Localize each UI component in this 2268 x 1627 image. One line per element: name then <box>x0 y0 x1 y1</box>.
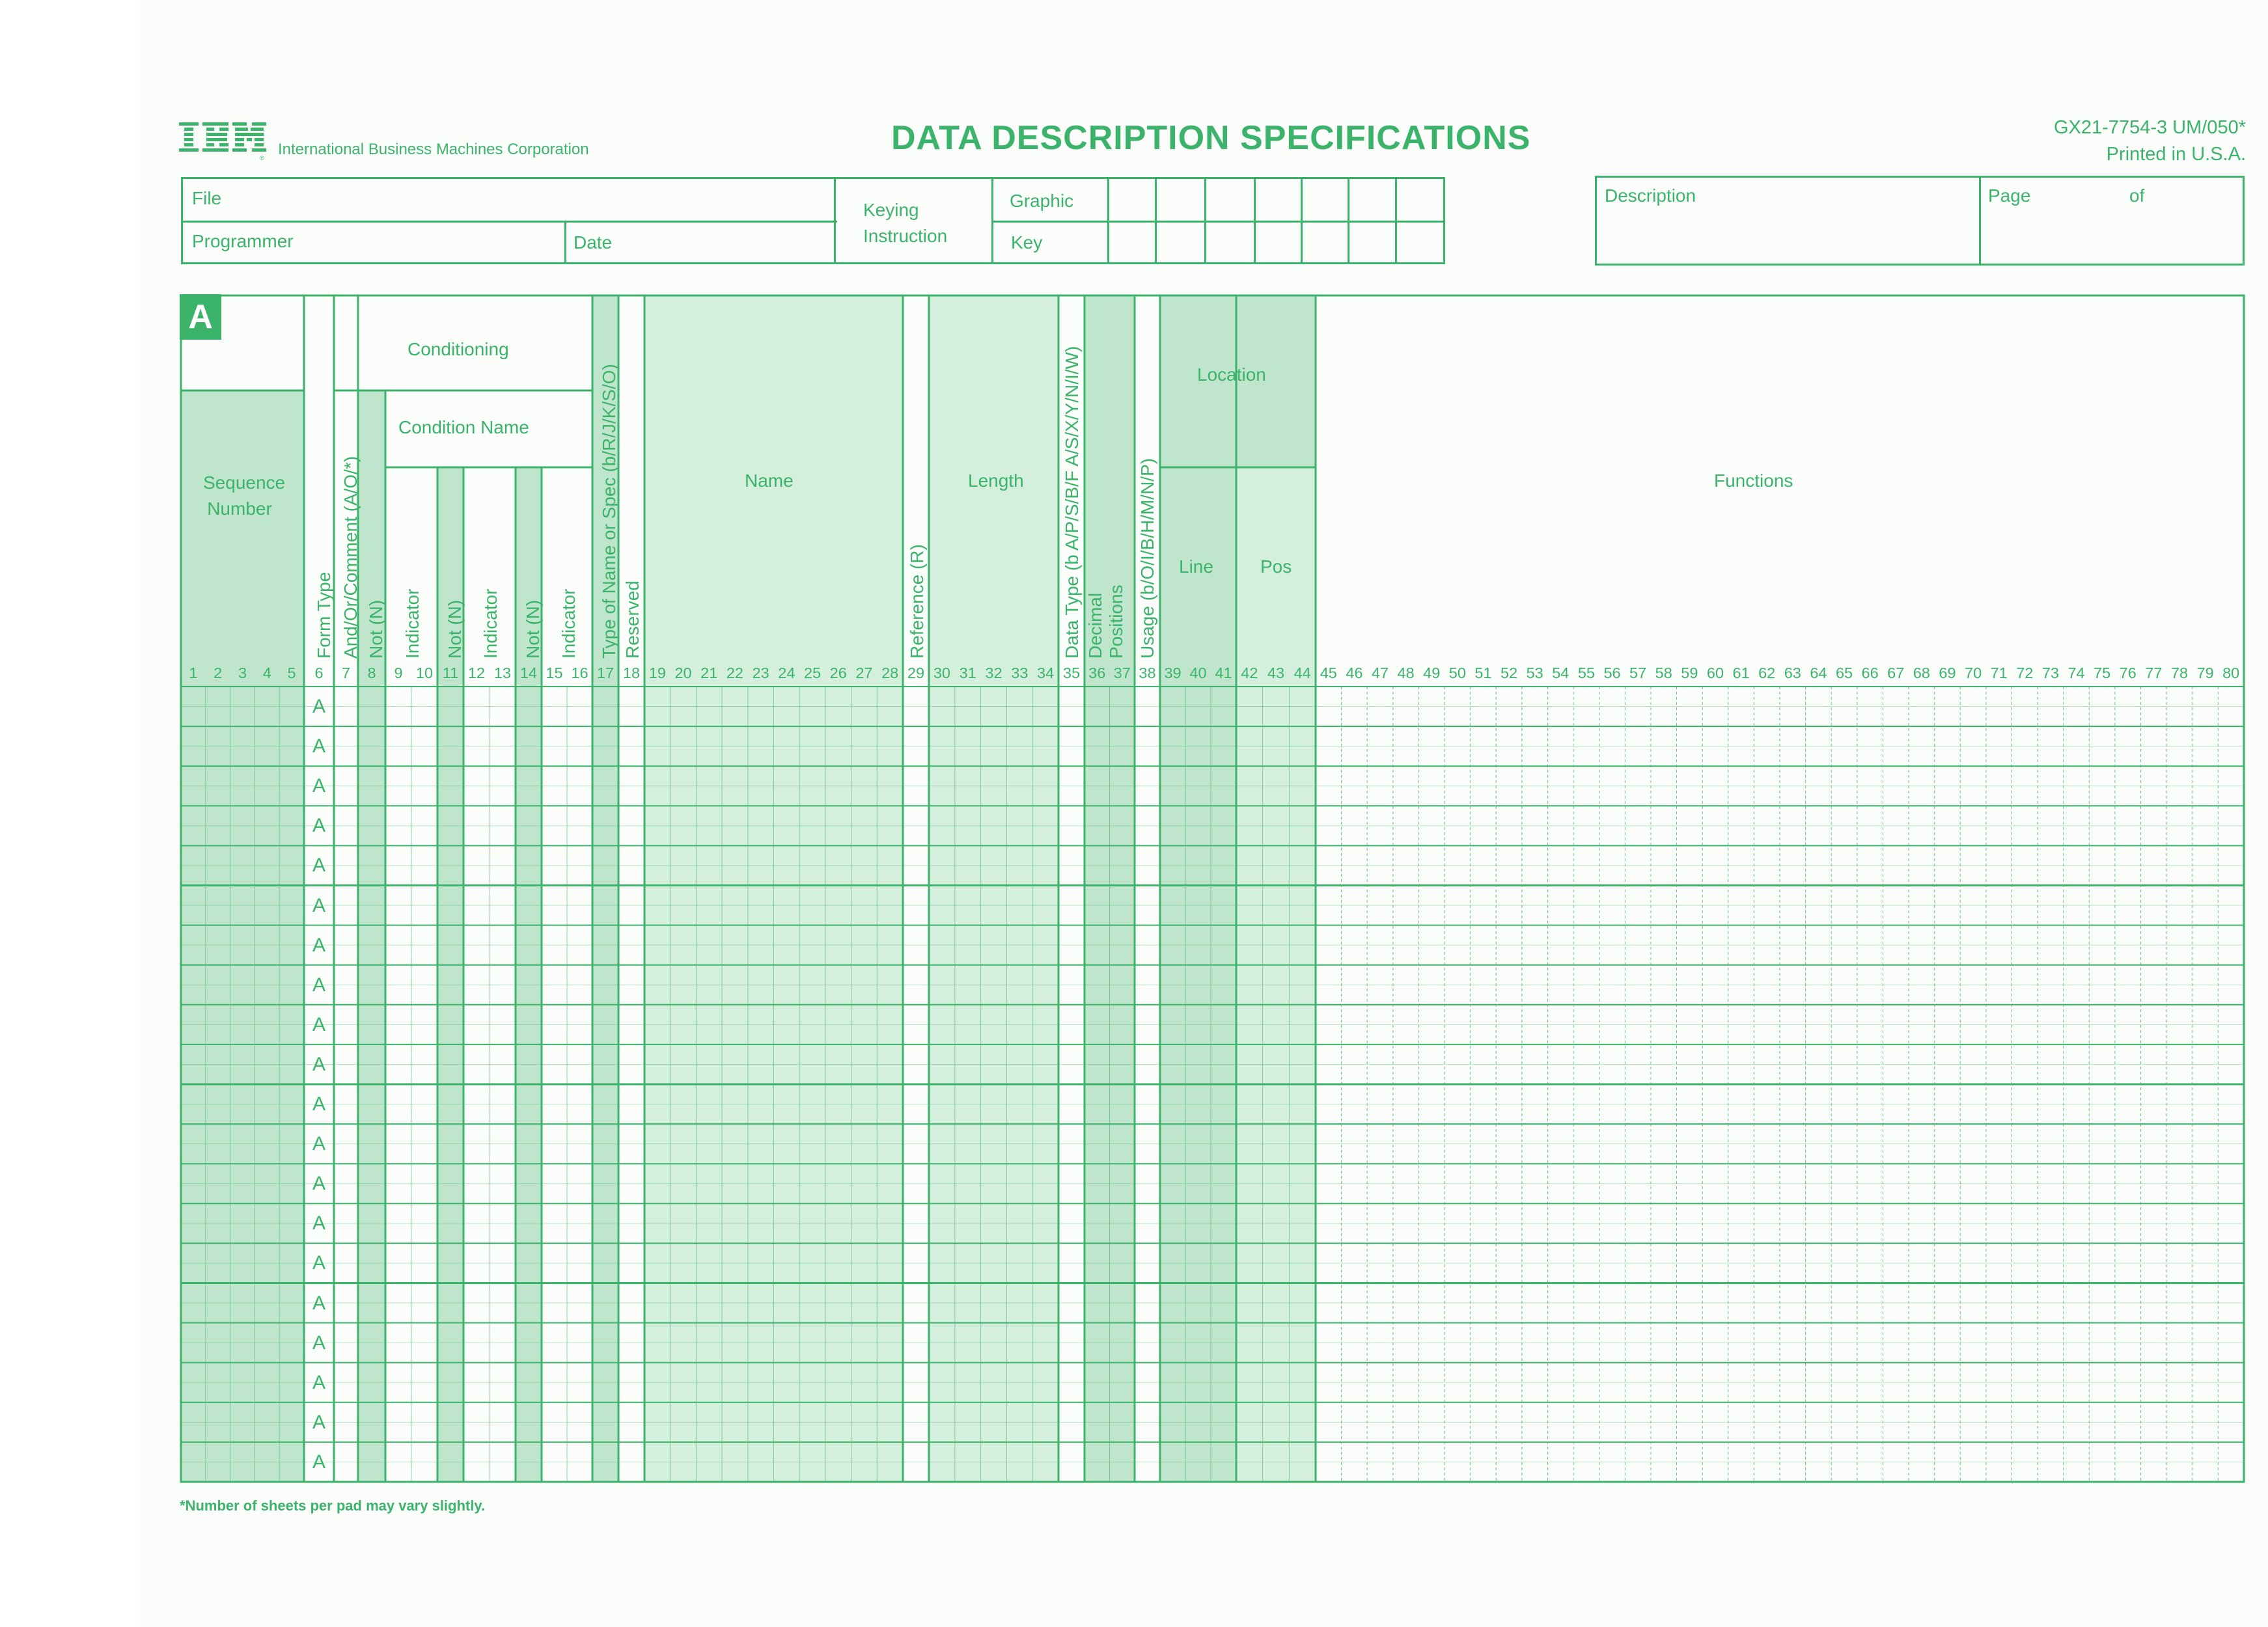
form-type-value: A <box>312 1013 325 1035</box>
graphic-label: Graphic <box>1010 191 1074 211</box>
column-number: 59 <box>1681 664 1698 681</box>
table-row[interactable] <box>181 806 2244 845</box>
indicator-label-2: Indicator <box>480 588 501 659</box>
table-row[interactable] <box>181 1084 2244 1124</box>
data-type-label: Data Type (b A/P/S/B/F A/S/X/Y/N/I/W) <box>1062 346 1082 659</box>
column-number: 28 <box>881 664 899 681</box>
column-number: 23 <box>752 664 769 681</box>
table-row[interactable] <box>181 1363 2244 1402</box>
column-number: 57 <box>1629 664 1647 681</box>
column-number: 54 <box>1552 664 1570 681</box>
column-number: 75 <box>2094 664 2111 681</box>
column-number: 46 <box>1346 664 1363 681</box>
form-type-value: A <box>312 855 325 877</box>
column-number: 63 <box>1784 664 1801 681</box>
column-number: 21 <box>700 664 718 681</box>
table-row[interactable] <box>181 1402 2244 1442</box>
column-number: 15 <box>546 664 563 681</box>
column-number: 24 <box>778 664 795 681</box>
key-label: Key <box>1011 232 1043 253</box>
conditioning-label: Conditioning <box>408 339 509 359</box>
and-or-comment-label: And/Or/Comment (A/O/*) <box>340 456 361 659</box>
column-number: 22 <box>726 664 743 681</box>
column-number: 60 <box>1706 664 1724 681</box>
column-number: 58 <box>1655 664 1672 681</box>
column-number: 3 <box>238 664 247 681</box>
description-label: Description <box>1605 185 1696 206</box>
column-number: 68 <box>1913 664 1930 681</box>
column-number: 56 <box>1603 664 1621 681</box>
reserved-label: Reserved <box>622 581 643 659</box>
column-number: 77 <box>2145 664 2163 681</box>
form-type-value: A <box>312 1212 325 1235</box>
table-row[interactable] <box>181 766 2244 806</box>
column-number: 61 <box>1732 664 1750 681</box>
column-number: 33 <box>1011 664 1029 681</box>
form-title: DATA DESCRIPTION SPECIFICATIONS <box>891 119 1531 157</box>
line-label: Line <box>1179 556 1213 577</box>
form-type-value: A <box>312 815 325 837</box>
column-number: 38 <box>1139 664 1156 681</box>
name-label: Name <box>745 471 794 491</box>
form-type-value: A <box>312 1371 325 1393</box>
column-number: 31 <box>959 664 976 681</box>
column-number: 44 <box>1293 664 1311 681</box>
column-number: 37 <box>1113 664 1131 681</box>
table-row[interactable] <box>181 925 2244 965</box>
length-label: Length <box>968 471 1024 491</box>
company-name: International Business Machines Corporation <box>278 141 589 158</box>
column-number: 12 <box>467 664 486 681</box>
column-number: 16 <box>571 664 588 681</box>
form-type-value: A <box>312 735 325 758</box>
column-number: 78 <box>2170 664 2189 681</box>
table-row[interactable] <box>181 1164 2244 1203</box>
form-type-value: A <box>312 1053 325 1075</box>
column-number: 51 <box>1474 664 1492 681</box>
column-number: 6 <box>314 664 324 681</box>
column-number: 74 <box>2067 664 2085 681</box>
location-label: Location <box>1197 364 1266 385</box>
condition-name-label: Condition Name <box>398 417 529 437</box>
column-number: 65 <box>1835 664 1853 681</box>
form-number: GX21-7754-3 UM/050* <box>2054 117 2246 138</box>
indicator-label-1: Indicator <box>402 588 422 659</box>
table-row[interactable] <box>181 1323 2244 1363</box>
column-number: 73 <box>2041 664 2059 681</box>
table-row[interactable] <box>181 1005 2244 1045</box>
page-label: Page <box>1988 185 2031 206</box>
footnote: *Number of sheets per pad may vary slightly. <box>180 1497 486 1514</box>
column-number: 55 <box>1577 664 1595 681</box>
section-marker: A <box>180 294 221 340</box>
svg-text:®: ® <box>260 155 264 161</box>
column-number: 9 <box>394 664 403 681</box>
of-label: of <box>2129 185 2145 206</box>
column-number: 25 <box>803 664 822 681</box>
form-type-label: Form Type <box>314 571 334 659</box>
form-type-value: A <box>312 934 325 956</box>
column-number: 50 <box>1448 664 1466 681</box>
column-number: 66 <box>1861 664 1879 681</box>
functions-label: Functions <box>1714 471 1793 491</box>
form-type-value: A <box>312 1332 325 1354</box>
table-row[interactable] <box>181 1442 2244 1482</box>
table-row[interactable] <box>181 687 2244 726</box>
column-number: 72 <box>2016 664 2034 681</box>
file-label: File <box>192 188 222 208</box>
column-number: 52 <box>1500 664 1518 681</box>
column-number: 47 <box>1371 664 1389 681</box>
column-number: 8 <box>367 664 376 681</box>
column-number: 80 <box>2222 664 2240 681</box>
table-row[interactable] <box>181 726 2244 766</box>
column-number: 41 <box>1215 664 1232 681</box>
table-row[interactable] <box>181 1283 2244 1323</box>
column-number: 5 <box>287 664 296 681</box>
not-label-11: Not (N) <box>445 599 465 659</box>
form-type-value: A <box>312 1173 325 1195</box>
usage-label: Usage (b/O/I/B/H/M/N/P) <box>1137 458 1157 659</box>
column-number: 29 <box>907 664 925 681</box>
column-number: 70 <box>1965 664 1982 681</box>
column-number: 20 <box>674 664 692 681</box>
decimal-positions-label: Decimal Positions <box>1085 584 1126 659</box>
column-number: 40 <box>1189 664 1207 681</box>
table-row[interactable] <box>181 845 2244 885</box>
column-number: 27 <box>855 664 873 681</box>
column-number: 1 <box>189 664 198 681</box>
not-label-14: Not (N) <box>523 599 543 659</box>
type-of-name-label: Type of Name or Spec (b/R/J/K/S/O) <box>599 364 619 659</box>
indicator-label-3: Indicator <box>559 588 579 659</box>
date-label: Date <box>574 232 613 253</box>
form-type-value: A <box>312 775 325 797</box>
column-number: 36 <box>1088 664 1106 681</box>
table-row[interactable] <box>181 1045 2244 1084</box>
column-number: 53 <box>1526 664 1543 681</box>
column-number: 4 <box>262 664 271 681</box>
form-type-value: A <box>312 1093 325 1115</box>
column-number: 76 <box>2119 664 2137 681</box>
form-type-value: A <box>312 1252 325 1274</box>
form-type-value: A <box>312 1411 325 1433</box>
table-row[interactable] <box>181 1203 2244 1243</box>
table-row[interactable] <box>181 1124 2244 1164</box>
column-number: 18 <box>622 664 641 681</box>
table-row[interactable] <box>181 886 2244 925</box>
form-type-value: A <box>312 894 325 916</box>
column-number: 19 <box>648 664 666 681</box>
column-number: 26 <box>829 664 847 681</box>
column-number: 34 <box>1037 664 1055 681</box>
column-number: 30 <box>933 664 950 681</box>
keying-instruction-label: Keying Instruction <box>863 200 948 246</box>
form-type-value: A <box>312 974 325 996</box>
table-row[interactable] <box>181 1243 2244 1283</box>
column-number: 35 <box>1062 664 1081 681</box>
column-number: 49 <box>1423 664 1441 681</box>
form-type-value: A <box>312 1451 325 1473</box>
column-number: 2 <box>214 664 223 681</box>
column-number: 14 <box>519 664 538 681</box>
column-number: 11 <box>442 664 459 681</box>
column-number: 7 <box>341 664 351 681</box>
column-number: 10 <box>415 664 434 681</box>
column-number: 13 <box>493 664 512 681</box>
printed-in: Printed in U.S.A. <box>2106 144 2246 165</box>
column-number: 71 <box>1990 664 2008 681</box>
column-number: 79 <box>2196 664 2214 681</box>
column-number: 43 <box>1267 664 1285 681</box>
form-type-value: A <box>312 1292 325 1314</box>
column-number: 45 <box>1320 664 1337 681</box>
sequence-number-label: Sequence Number <box>203 472 286 519</box>
pos-label: Pos <box>1260 556 1292 577</box>
column-number: 48 <box>1397 664 1415 681</box>
column-number: 17 <box>596 664 615 681</box>
table-row[interactable] <box>181 965 2244 1005</box>
column-number: 32 <box>985 664 1003 681</box>
column-number: 62 <box>1758 664 1776 681</box>
column-number: 42 <box>1241 664 1258 681</box>
column-number: 69 <box>1939 664 1956 681</box>
column-number: 39 <box>1164 664 1182 681</box>
reference-label: Reference (R) <box>907 544 927 659</box>
programmer-label: Programmer <box>192 231 294 251</box>
column-number: 64 <box>1810 664 1827 681</box>
column-number: 67 <box>1887 664 1905 681</box>
form-type-value: A <box>312 1133 325 1155</box>
not-label-8: Not (N) <box>366 599 386 659</box>
form-type-value: A <box>312 696 325 717</box>
